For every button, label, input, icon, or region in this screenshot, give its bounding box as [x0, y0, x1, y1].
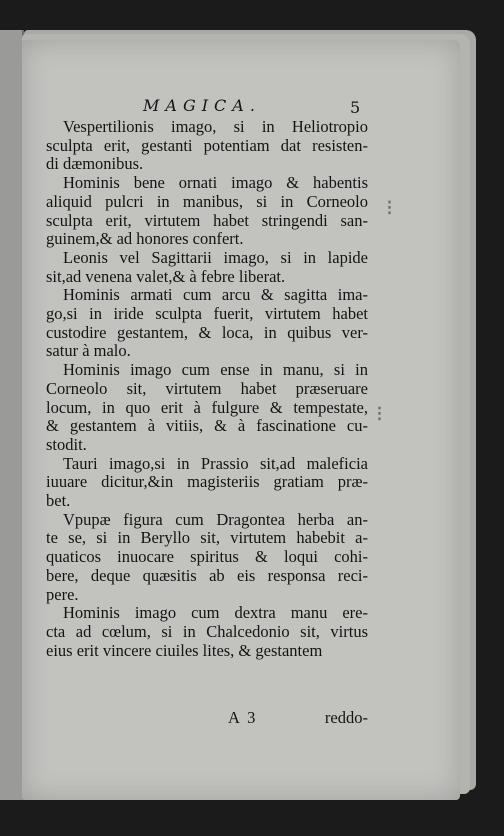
text-line: Corneolo sit, virtutem habet præseruare: [46, 378, 368, 398]
running-head: MAGICA.: [143, 96, 261, 115]
body-text: [46, 118, 368, 660]
facing-page-edge: [0, 30, 24, 800]
text-line: di dæmonibus.: [46, 154, 144, 174]
text-line: Hominis imago cum dextra manu ere-: [63, 603, 368, 623]
text-line: sculpta erit, virtutem habet stringendi san-: [46, 210, 368, 230]
text-line: Hominis armati cum arcu & sagitta ima-: [63, 285, 368, 305]
text-line: cta ad cœlum, si in Chalcedonio sit, virtus: [46, 621, 368, 641]
text-line: sculpta erit, gestanti potentiam dat resisten-: [46, 135, 368, 155]
signature-mark: A 3: [228, 708, 258, 727]
text-line: Leonis vel Sagittarii imago, si in lapide: [63, 247, 368, 267]
text-line: quaticos inuocare spiritus & loqui cohi-: [46, 547, 368, 567]
margin-mark-upper: ⁝: [386, 196, 393, 221]
page-number: 5: [350, 98, 361, 117]
text-line: bere, deque quæsitis ab eis responsa reci-: [46, 565, 368, 585]
text-line: sit,ad venena valet,& à febre liberat.: [46, 266, 286, 286]
text-line: bet.: [46, 491, 71, 511]
text-line: custodire gestantem, & loca, in quibus ver-: [46, 322, 368, 342]
text-line: aliquid pulcri in manibus, si in Corneolo: [46, 191, 368, 211]
margin-mark-lower: ⁝: [376, 402, 383, 427]
page-header: [0, 96, 504, 118]
text-line: Tauri imago,si in Prassio sit,ad maleficia: [63, 453, 368, 473]
text-line: Hominis bene ornati imago & habentis: [63, 173, 368, 193]
text-line: & gestantem à vitiis, & à fascinatione cu-: [46, 416, 368, 436]
text-line: te se, si in Beryllo sit, virtutem habebit a-: [46, 528, 368, 548]
text-line: eius erit vincere ciuiles lites, & gestantem: [46, 640, 323, 660]
text-line: pere.: [46, 584, 79, 604]
text-line: Vpupæ figura cum Dragontea herba an-: [63, 509, 368, 529]
catchword: reddo-: [324, 708, 368, 727]
text-line: guinem,& ad honores confert.: [46, 229, 244, 249]
text-line: go,si in iride sculpta fuerit, virtutem habet: [46, 304, 368, 324]
text-line: locum, in quo erit à fulgure & tempestate,: [46, 397, 368, 417]
page-footer: [46, 708, 368, 728]
text-line: stodit.: [46, 434, 87, 454]
text-line: satur à malo.: [46, 341, 131, 361]
text-line: Hominis imago cum ense in manu, si in: [63, 360, 368, 380]
text-line: iuuare dicitur,&in magisteriis gratiam præ-: [46, 472, 368, 492]
text-line: Vespertilionis imago, si in Heliotropio: [63, 117, 368, 136]
